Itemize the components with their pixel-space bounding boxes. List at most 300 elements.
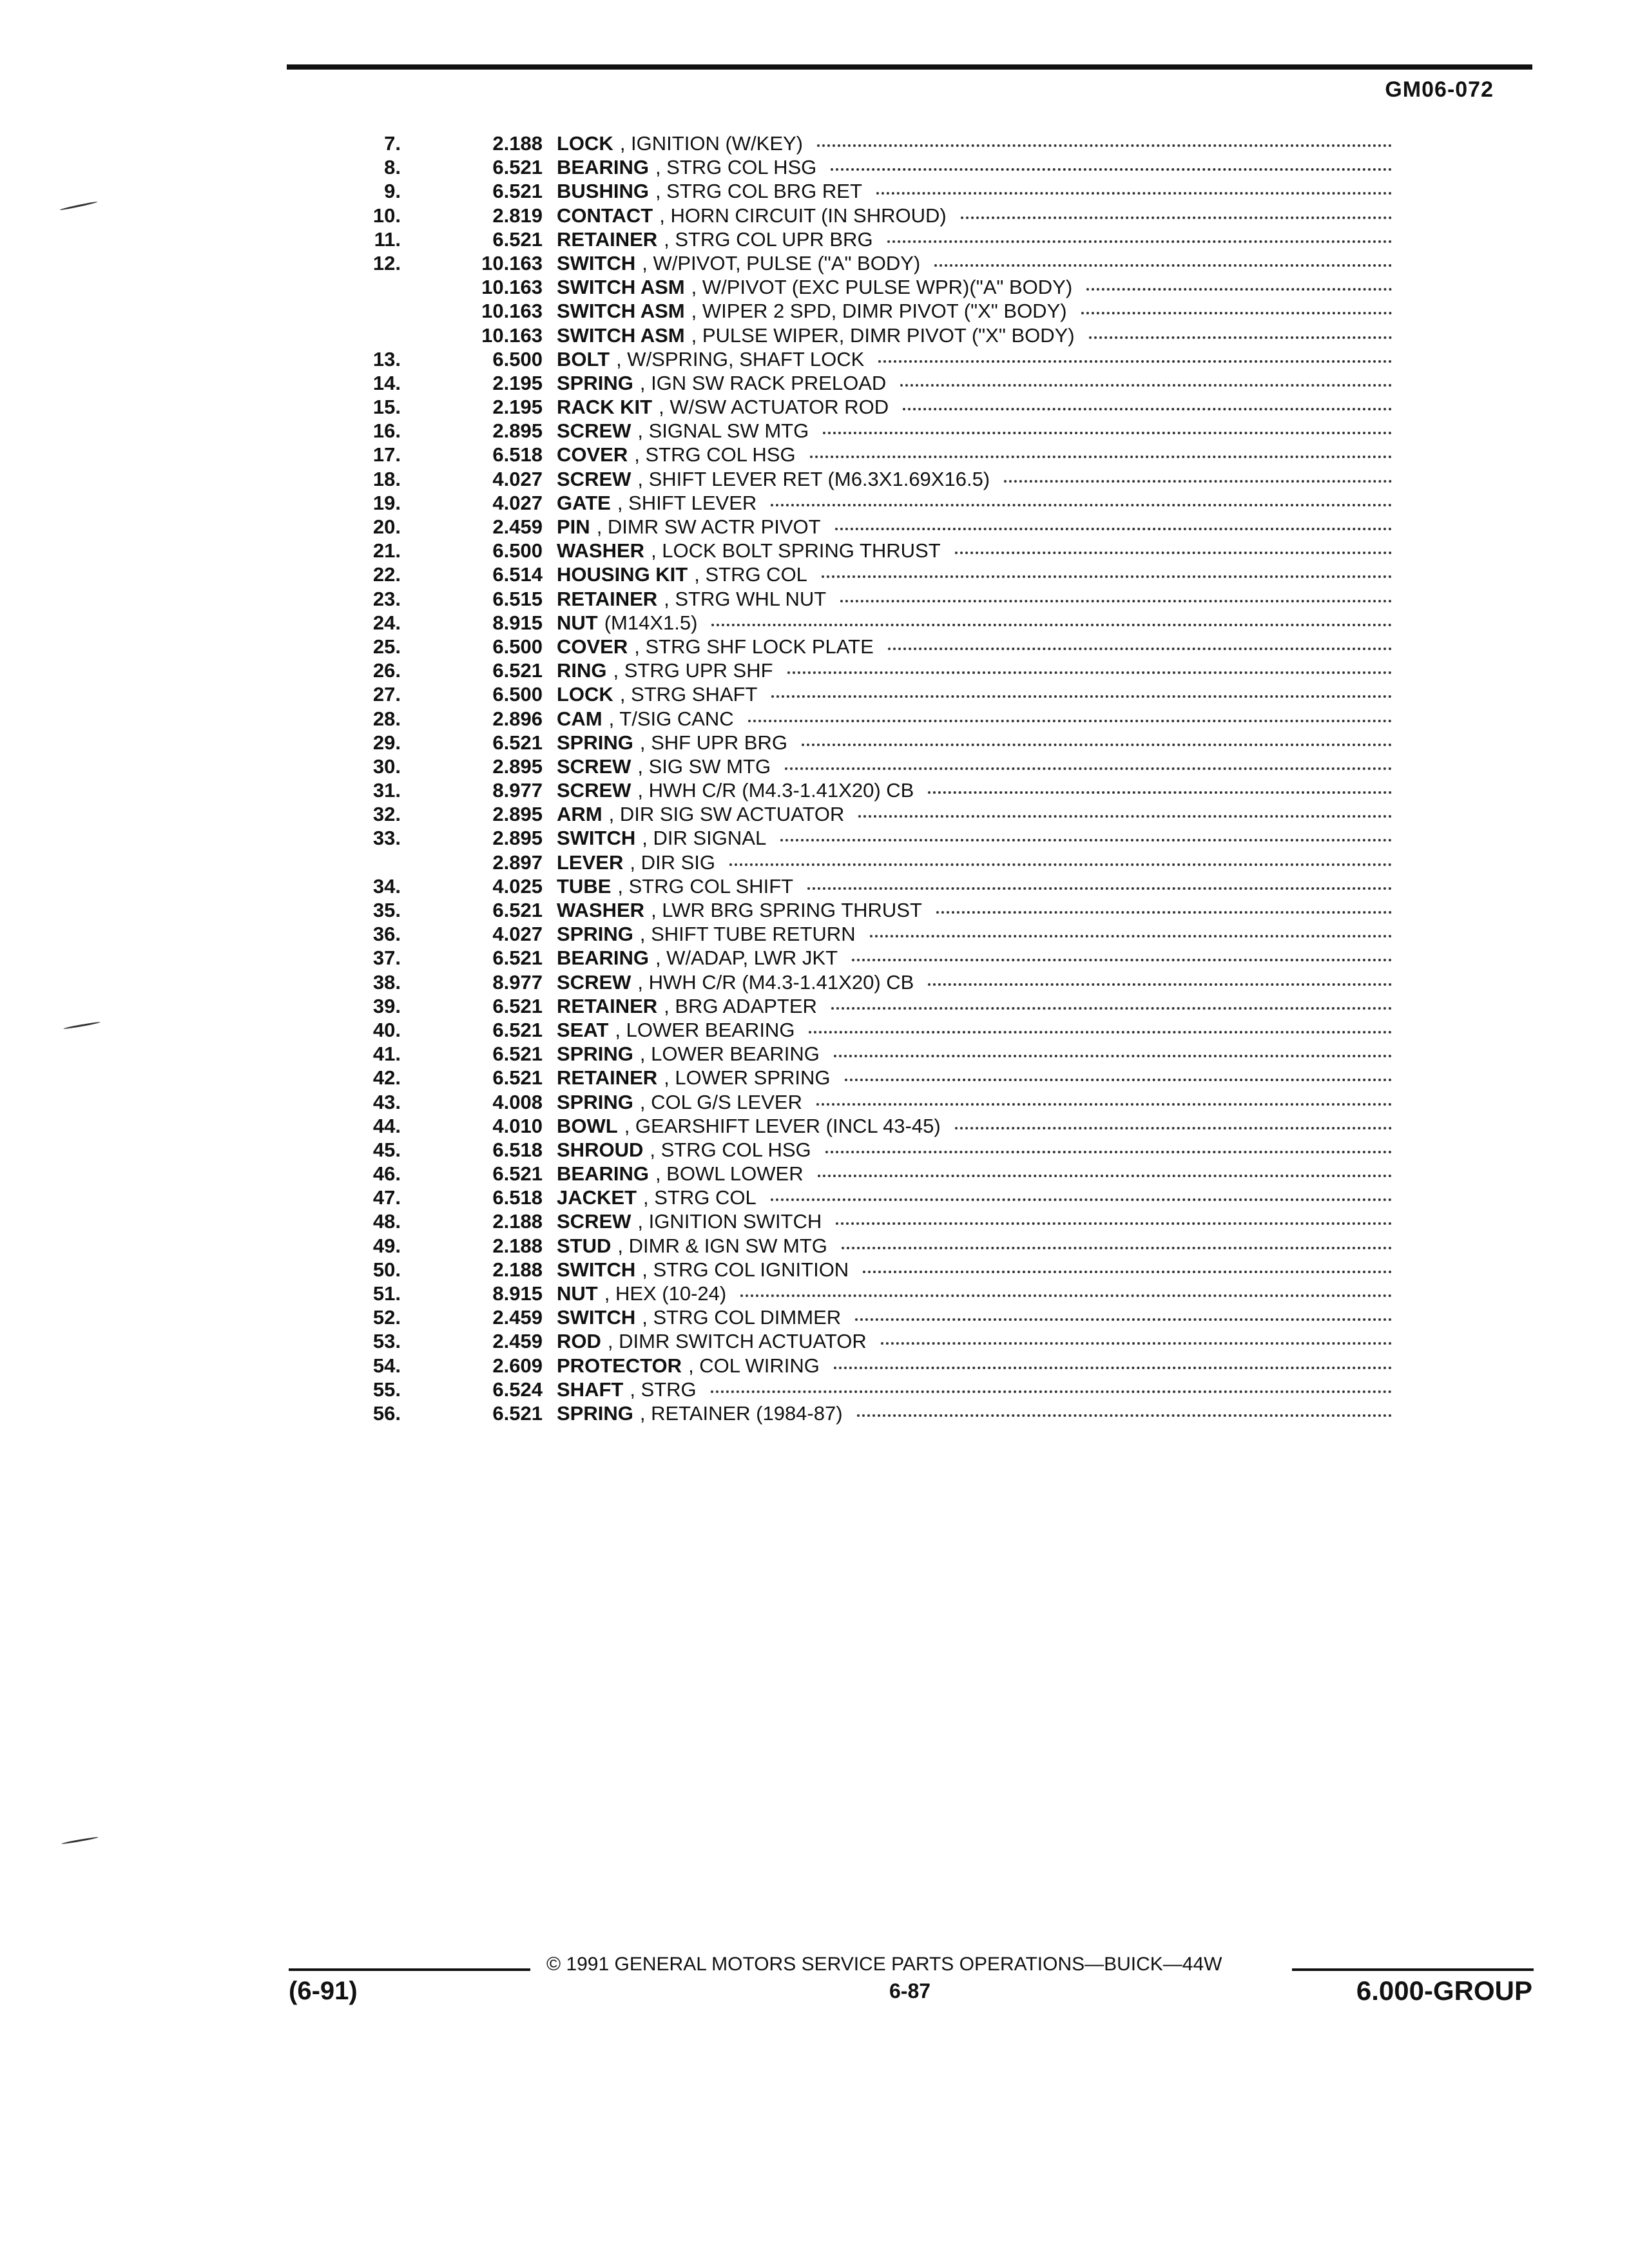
part-detail: , HEX (10-24) <box>604 1282 727 1305</box>
part-row <box>348 682 1392 706</box>
part-row <box>348 1354 1392 1378</box>
part-group-number: 2.609 <box>492 1354 543 1377</box>
part-group-number: 6.521 <box>492 899 543 921</box>
dot-leader <box>729 863 1392 866</box>
part-name: SEAT <box>557 1018 609 1041</box>
part-item-number: 50. <box>372 1258 401 1281</box>
part-row <box>348 1186 1392 1209</box>
part-row <box>348 802 1392 826</box>
part-detail: , LWR BRG SPRING THRUST <box>651 899 922 921</box>
part-group-number: 2.897 <box>492 850 543 874</box>
part-item-number: 21. <box>372 539 401 562</box>
part-name: LOCK <box>557 683 613 706</box>
part-item-number: 28. <box>372 707 401 730</box>
part-item-number: 39. <box>372 994 401 1017</box>
part-name: SPRING <box>557 1043 633 1066</box>
part-detail: , STRG COL IGNITION <box>642 1258 849 1281</box>
part-description <box>557 539 1392 562</box>
dot-leader <box>748 720 1392 722</box>
part-detail: , HWH C/R (M4.3-1.41X20) CB <box>637 779 914 802</box>
dot-leader <box>881 1342 1392 1345</box>
dot-leader <box>870 935 1392 937</box>
part-group-number: 4.025 <box>492 874 543 898</box>
part-description <box>557 778 1392 802</box>
dot-leader <box>711 1390 1392 1393</box>
part-group-number: 6.514 <box>492 563 543 586</box>
part-item-number: 36. <box>372 923 401 946</box>
part-name: SWITCH <box>557 1258 636 1281</box>
part-item-number: 45. <box>372 1138 401 1161</box>
part-row <box>348 371 1392 395</box>
dot-leader <box>845 1079 1392 1081</box>
part-group-number: 2.896 <box>492 707 543 730</box>
dot-leader <box>863 1271 1392 1273</box>
part-group-number: 6.500 <box>492 635 543 658</box>
part-name: SPRING <box>557 371 633 394</box>
part-detail: , W/PIVOT, PULSE ("A" BODY) <box>642 251 921 274</box>
part-name: SPRING <box>557 1401 633 1425</box>
part-row <box>348 443 1392 466</box>
part-name: RETAINER <box>557 1066 658 1090</box>
part-group-number: 2.895 <box>492 827 543 850</box>
part-item-number: 29. <box>372 731 401 754</box>
part-description <box>557 155 1392 179</box>
part-item-number: 42. <box>372 1066 401 1090</box>
part-group-number: 4.027 <box>492 923 543 946</box>
part-item-number: 48. <box>372 1210 401 1233</box>
part-detail: , RETAINER (1984-87) <box>639 1401 843 1425</box>
part-description <box>557 1234 1392 1258</box>
part-row <box>348 587 1392 611</box>
part-row <box>348 922 1392 946</box>
part-name: NUT <box>557 611 598 634</box>
dot-leader <box>888 648 1392 650</box>
part-detail: , LOCK BOLT SPRING THRUST <box>651 539 941 562</box>
part-detail: , STRG UPR SHF <box>613 659 773 682</box>
document-code: GM06-072 <box>1385 77 1494 102</box>
part-item-number: 34. <box>372 874 401 898</box>
part-item-number: 8. <box>384 156 401 179</box>
part-row <box>348 1282 1392 1305</box>
part-detail: , STRG COL DIMMER <box>642 1306 842 1329</box>
part-group-number: 6.500 <box>492 539 543 562</box>
part-name: COVER <box>557 443 628 466</box>
dot-leader <box>900 384 1392 387</box>
dot-leader <box>834 1367 1392 1369</box>
dot-leader <box>878 360 1392 363</box>
part-name: JACKET <box>557 1186 637 1209</box>
part-group-number: 6.521 <box>492 1162 543 1186</box>
copyright-notice: © 1991 GENERAL MOTORS SERVICE PARTS OPERATIONS—BUICK—44W <box>546 1954 1222 1975</box>
part-detail: , COL WIRING <box>688 1354 820 1377</box>
part-item-number: 56. <box>372 1401 401 1425</box>
part-detail: , SIG SW MTG <box>637 754 771 778</box>
part-item-number: 33. <box>372 827 401 850</box>
part-detail: , IGN SW RACK PRELOAD <box>639 371 887 394</box>
part-group-number: 2.188 <box>492 132 543 155</box>
part-group-number: 4.010 <box>492 1114 543 1137</box>
part-description <box>557 347 1392 371</box>
dot-leader <box>740 1294 1392 1297</box>
part-description <box>557 395 1392 419</box>
part-name: COVER <box>557 635 628 658</box>
part-row <box>348 635 1392 658</box>
part-name: RING <box>557 659 607 682</box>
part-row <box>348 1401 1392 1425</box>
part-row <box>348 155 1392 179</box>
dot-leader <box>1081 312 1392 314</box>
part-item-number: 22. <box>372 563 401 586</box>
part-item-number: 41. <box>372 1043 401 1066</box>
part-row <box>348 1329 1392 1353</box>
part-item-number: 30. <box>372 754 401 778</box>
part-group-number: 2.459 <box>492 1330 543 1353</box>
dot-leader <box>961 216 1392 219</box>
part-detail: , STRG COL <box>694 563 807 586</box>
part-row <box>348 179 1392 203</box>
part-description <box>557 371 1392 395</box>
part-description <box>557 898 1392 922</box>
dot-leader <box>1086 288 1392 291</box>
part-description <box>557 994 1392 1018</box>
part-detail: , STRG COL HSG <box>650 1138 811 1161</box>
part-name: BEARING <box>557 1162 649 1186</box>
dot-leader <box>852 959 1392 961</box>
part-description <box>557 874 1392 898</box>
part-detail: , LOWER BEARING <box>639 1043 820 1066</box>
part-name: ARM <box>557 803 602 826</box>
part-name: PIN <box>557 515 590 538</box>
dot-leader <box>928 983 1392 986</box>
part-row <box>348 970 1392 994</box>
part-name: SWITCH ASM <box>557 276 685 299</box>
part-group-number: 6.521 <box>492 947 543 970</box>
part-item-number: 27. <box>372 683 401 706</box>
dot-leader <box>934 264 1392 267</box>
part-name: SCREW <box>557 970 631 994</box>
part-description <box>557 1186 1392 1209</box>
part-row <box>348 874 1392 898</box>
part-row <box>348 562 1392 586</box>
part-item-number: 20. <box>372 515 401 538</box>
part-row <box>348 1138 1392 1162</box>
part-item-number: 7. <box>384 132 401 155</box>
part-row <box>348 754 1392 778</box>
part-group-number: 6.521 <box>492 156 543 179</box>
part-name: LEVER <box>557 850 624 874</box>
part-description <box>557 970 1392 994</box>
part-row <box>348 658 1392 682</box>
part-name: BUSHING <box>557 180 649 203</box>
part-item-number: 17. <box>372 443 401 466</box>
part-description <box>557 204 1392 227</box>
part-group-number: 2.895 <box>492 419 543 443</box>
part-detail: , IGNITION SWITCH <box>637 1210 822 1233</box>
part-name: RETAINER <box>557 994 658 1017</box>
part-group-number: 6.521 <box>492 994 543 1017</box>
part-group-number: 2.895 <box>492 803 543 826</box>
part-description <box>557 275 1392 299</box>
part-group-number: 6.518 <box>492 1186 543 1209</box>
part-group-number: 6.518 <box>492 1138 543 1161</box>
part-description <box>557 1114 1392 1138</box>
part-detail: , LOWER BEARING <box>615 1018 795 1041</box>
part-description <box>557 227 1392 251</box>
part-row <box>348 826 1392 850</box>
part-name: BOLT <box>557 347 610 370</box>
footer-rule-right <box>1292 1968 1534 1971</box>
part-group-number: 6.500 <box>492 683 543 706</box>
part-description <box>557 635 1392 658</box>
scan-artifact <box>61 1836 99 1845</box>
part-row <box>348 1162 1392 1186</box>
part-detail: , STRG COL BRG RET <box>655 180 862 203</box>
part-row <box>348 1066 1392 1090</box>
part-detail: , DIMR SWITCH ACTUATOR <box>607 1330 867 1353</box>
part-detail: , HWH C/R (M4.3-1.41X20) CB <box>637 970 914 994</box>
part-name: PROTECTOR <box>557 1354 682 1377</box>
part-item-number: 13. <box>372 347 401 370</box>
part-row <box>348 1234 1392 1258</box>
footer-rule-left <box>289 1968 530 1971</box>
part-group-number: 6.521 <box>492 1043 543 1066</box>
dot-leader <box>823 432 1392 434</box>
dot-leader <box>955 552 1392 554</box>
part-description <box>557 1066 1392 1090</box>
dot-leader <box>809 1031 1392 1033</box>
part-description <box>557 1209 1392 1233</box>
part-item-number: 44. <box>372 1114 401 1137</box>
dot-leader <box>955 1127 1392 1129</box>
part-name: STUD <box>557 1234 612 1257</box>
part-item-number: 23. <box>372 587 401 610</box>
part-group-number: 6.521 <box>492 731 543 754</box>
part-description <box>557 707 1392 731</box>
part-row <box>348 227 1392 251</box>
part-detail: , W/SW ACTUATOR ROD <box>659 396 889 419</box>
part-description <box>557 1282 1392 1305</box>
part-row <box>348 299 1392 323</box>
part-name: WASHER <box>557 539 645 562</box>
part-row <box>348 1018 1392 1042</box>
part-description <box>557 1018 1392 1042</box>
part-detail: , STRG COL SHIFT <box>617 874 794 898</box>
part-description <box>557 731 1392 754</box>
part-name: BOWL <box>557 1114 618 1137</box>
part-name: SCREW <box>557 754 631 778</box>
part-item-number: 51. <box>372 1282 401 1305</box>
part-description <box>557 1401 1392 1425</box>
dot-leader <box>855 1318 1392 1321</box>
part-description <box>557 682 1392 706</box>
part-item-number: 47. <box>372 1186 401 1209</box>
part-detail: , LOWER SPRING <box>664 1066 831 1090</box>
part-row <box>348 204 1392 227</box>
part-group-number: 2.188 <box>492 1234 543 1257</box>
part-group-number: 6.524 <box>492 1378 543 1401</box>
part-row <box>348 491 1392 515</box>
part-name: SWITCH <box>557 1306 636 1329</box>
part-item-number: 46. <box>372 1162 401 1186</box>
part-row <box>348 275 1392 299</box>
part-group-number: 6.521 <box>492 227 543 251</box>
part-detail: , STRG COL <box>643 1186 757 1209</box>
part-name: NUT <box>557 1282 598 1305</box>
part-group-number: 6.518 <box>492 443 543 466</box>
part-detail: , DIMR SW ACTR PIVOT <box>596 515 821 538</box>
part-detail: , WIPER 2 SPD, DIMR PIVOT ("X" BODY) <box>691 300 1067 323</box>
dot-leader <box>785 767 1392 770</box>
part-detail: , SHIFT LEVER RET (M6.3X1.69X16.5) <box>637 467 990 490</box>
part-detail: , BRG ADAPTER <box>664 994 817 1017</box>
part-detail: (M14X1.5) <box>604 611 698 634</box>
part-group-number: 8.915 <box>492 1282 543 1305</box>
dot-leader <box>807 887 1392 890</box>
part-description <box>557 1162 1392 1186</box>
dot-leader <box>780 839 1392 841</box>
dot-leader <box>857 1414 1392 1417</box>
part-detail: , SHIFT LEVER <box>617 491 757 514</box>
part-row <box>348 994 1392 1018</box>
part-detail: , GEARSHIFT LEVER (INCL 43-45) <box>624 1114 941 1137</box>
part-name: SWITCH ASM <box>557 323 685 347</box>
part-detail: , STRG COL HSG <box>655 156 817 179</box>
part-group-number: 4.008 <box>492 1090 543 1113</box>
part-description <box>557 179 1392 203</box>
dot-leader <box>771 695 1392 698</box>
part-name: GATE <box>557 491 611 514</box>
part-group-number: 8.977 <box>492 970 543 994</box>
part-item-number: 19. <box>372 491 401 514</box>
dot-leader <box>818 1175 1392 1177</box>
dot-leader <box>1089 336 1392 339</box>
part-item-number: 12. <box>372 251 401 274</box>
part-item-number: 49. <box>372 1234 401 1257</box>
dot-leader <box>816 1103 1392 1106</box>
part-description <box>557 611 1392 635</box>
dot-leader <box>1004 480 1392 483</box>
dot-leader <box>840 600 1392 602</box>
part-name: RETAINER <box>557 587 658 610</box>
part-item-number: 11. <box>374 227 401 251</box>
dot-leader <box>835 528 1392 530</box>
dot-leader <box>810 456 1392 458</box>
part-group-number: 2.459 <box>492 1306 543 1329</box>
part-item-number: 38. <box>372 970 401 994</box>
part-detail: , STRG WHL NUT <box>664 587 827 610</box>
part-name: SCREW <box>557 419 631 443</box>
dot-leader <box>711 624 1392 626</box>
part-detail: , DIR SIG SW ACTUATOR <box>608 803 845 826</box>
part-name: BEARING <box>557 947 649 970</box>
part-row <box>348 898 1392 922</box>
part-row <box>348 419 1392 443</box>
part-detail: , W/ADAP, LWR JKT <box>655 947 838 970</box>
parts-list <box>348 131 1392 1425</box>
part-description <box>557 419 1392 443</box>
part-row <box>348 1378 1392 1401</box>
dot-leader <box>771 1198 1392 1201</box>
part-item-number: 37. <box>372 947 401 970</box>
part-item-number: 54. <box>372 1354 401 1377</box>
part-row <box>348 251 1392 275</box>
part-group-number: 6.521 <box>492 1018 543 1041</box>
part-description <box>557 754 1392 778</box>
part-group-number: 2.188 <box>492 1258 543 1281</box>
part-row <box>348 395 1392 419</box>
part-row <box>348 539 1392 562</box>
part-row <box>348 946 1392 970</box>
part-group-number: 2.819 <box>492 204 543 227</box>
part-name: SHAFT <box>557 1378 624 1401</box>
header-rule <box>287 64 1532 70</box>
part-item-number: 18. <box>372 467 401 490</box>
part-item-number: 9. <box>384 180 401 203</box>
part-detail: , STRG SHAFT <box>619 683 758 706</box>
dot-leader <box>825 1151 1392 1153</box>
part-name: CONTACT <box>557 204 653 227</box>
dot-leader <box>836 1222 1392 1225</box>
part-detail: , W/PIVOT (EXC PULSE WPR)("A" BODY) <box>691 276 1073 299</box>
part-item-number: 15. <box>372 396 401 419</box>
part-item-number: 53. <box>372 1330 401 1353</box>
part-row <box>348 1258 1392 1282</box>
part-group-number: 6.521 <box>492 1066 543 1090</box>
dot-leader <box>831 168 1392 171</box>
dot-leader <box>903 408 1392 410</box>
part-description <box>557 922 1392 946</box>
part-name: SHROUD <box>557 1138 644 1161</box>
part-detail: , SHF UPR BRG <box>639 731 787 754</box>
part-description <box>557 1305 1392 1329</box>
part-group-number: 10.163 <box>481 251 543 274</box>
part-row <box>348 850 1392 874</box>
scan-artifact <box>63 1021 101 1030</box>
page-number: 6-87 <box>889 1979 931 2003</box>
part-row <box>348 131 1392 155</box>
part-row <box>348 467 1392 491</box>
part-item-number: 40. <box>372 1018 401 1041</box>
part-group-number: 6.521 <box>492 659 543 682</box>
part-name: SPRING <box>557 923 633 946</box>
part-name: SPRING <box>557 1090 633 1113</box>
part-name: BEARING <box>557 156 649 179</box>
dot-leader <box>876 192 1392 195</box>
part-group-number: 6.515 <box>492 587 543 610</box>
part-description <box>557 299 1392 323</box>
part-row <box>348 1090 1392 1114</box>
dot-leader <box>802 744 1392 746</box>
dot-leader <box>858 815 1392 818</box>
part-name: CAM <box>557 707 602 730</box>
part-row <box>348 707 1392 731</box>
part-detail: , DIMR & IGN SW MTG <box>617 1234 827 1257</box>
part-detail: , STRG COL HSG <box>634 443 796 466</box>
part-description <box>557 658 1392 682</box>
part-description <box>557 562 1392 586</box>
part-name: SCREW <box>557 779 631 802</box>
part-row <box>348 1209 1392 1233</box>
dot-leader <box>831 1007 1392 1010</box>
dot-leader <box>928 791 1392 794</box>
dot-leader <box>822 575 1392 578</box>
dot-leader <box>842 1247 1392 1249</box>
part-group-number: 6.521 <box>492 1401 543 1425</box>
part-description <box>557 251 1392 275</box>
part-description <box>557 946 1392 970</box>
part-item-number: 16. <box>372 419 401 443</box>
part-group-number: 2.895 <box>492 754 543 778</box>
